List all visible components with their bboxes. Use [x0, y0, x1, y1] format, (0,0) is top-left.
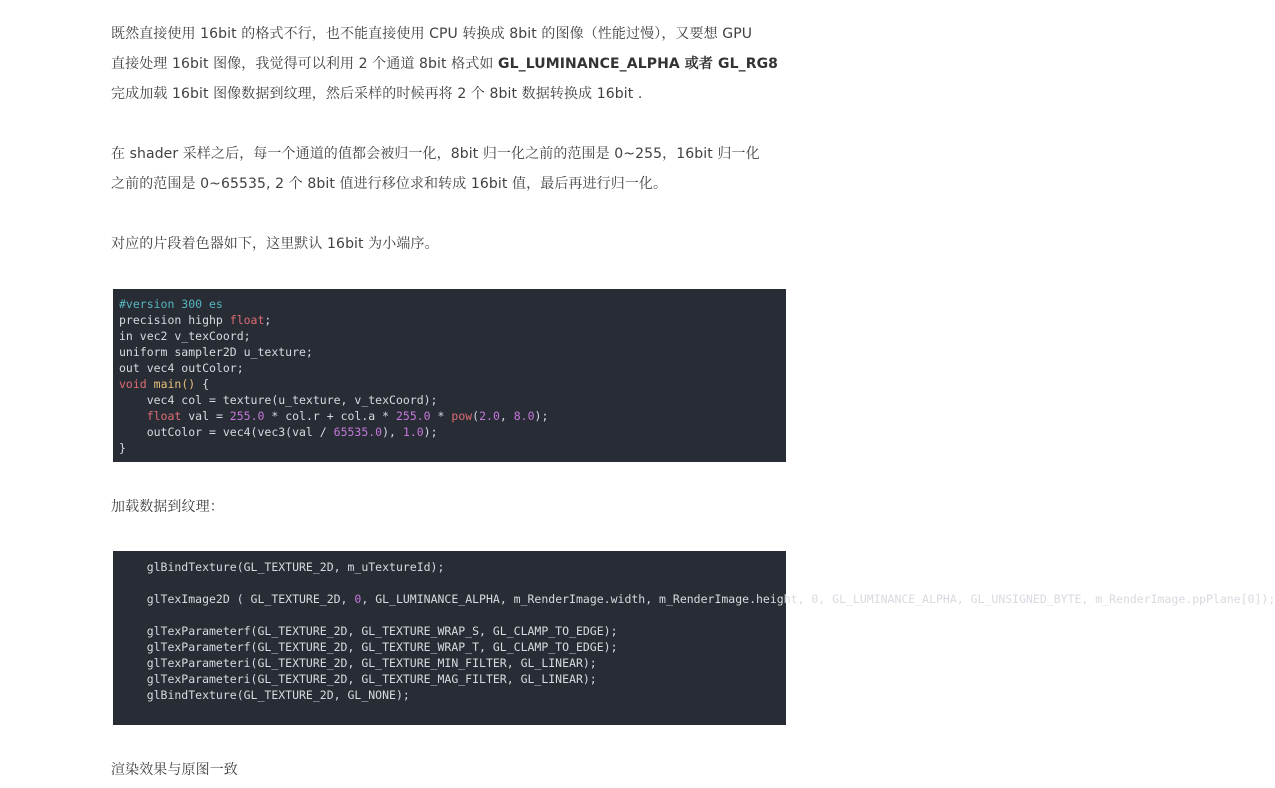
code-token: float — [229, 313, 265, 327]
code-line — [119, 376, 786, 392]
code-line — [119, 296, 786, 312]
code-line — [119, 607, 786, 623]
code-token: #version 300 es — [119, 297, 223, 311]
code-line: glTexParameteri(GL_TEXTURE_2D, GL_TEXTURE_MAG_FILTER, GL_LINEAR); — [119, 672, 597, 686]
code-token: float — [146, 409, 182, 423]
code-block-texture-loading[interactable] — [113, 551, 1275, 725]
paragraph-normalization — [111, 139, 788, 199]
code-token: precision highp — [119, 313, 230, 327]
code-token: 8.0 — [513, 409, 535, 423]
code-line: out vec4 outColor; — [119, 361, 244, 375]
code-line — [119, 424, 786, 440]
paragraph-line: 在 shader 采样之后，每一个通道的值都会被归一化，8bit 归一化之前的范围是 0~255，16bit 归一化 — [111, 146, 760, 162]
code-token: { — [195, 377, 210, 391]
code-token: ); — [534, 409, 549, 423]
code-token: ), — [382, 425, 403, 439]
code-token: outColor = vec4(vec3(val / — [119, 425, 334, 439]
code-token: main — [153, 377, 182, 391]
code-line: glTexParameteri(GL_TEXTURE_2D, GL_TEXTURE_MIN_FILTER, GL_LINEAR); — [119, 656, 597, 670]
code-line — [119, 312, 786, 328]
paragraph-load-texture: 加载数据到纹理： — [111, 499, 224, 515]
code-token: * — [430, 409, 452, 423]
code-block-fragment-shader[interactable] — [113, 289, 786, 462]
code-token: 2.0 — [479, 409, 500, 423]
paragraph-line: 之前的范围是 0~65535, 2 个 8bit 值进行移位求和转成 16bit 值，最后再进行归一化。 — [111, 176, 668, 192]
code-token: 0 — [354, 592, 362, 606]
code-line — [119, 575, 786, 591]
paragraph-shader-intro: 对应的片段着色器如下，这里默认 16bit 为小端序。 — [111, 236, 439, 252]
paragraph-intro — [111, 19, 788, 109]
code-token: 1.0 — [402, 425, 424, 439]
code-token: ); — [423, 425, 438, 439]
code-token: 65535.0 — [333, 425, 383, 439]
code-line: glTexParameterf(GL_TEXTURE_2D, GL_TEXTURE_WRAP_T, GL_CLAMP_TO_EDGE); — [119, 640, 618, 654]
code-token: glTexImage2D ( GL_TEXTURE_2D, — [119, 592, 355, 606]
code-token — [119, 409, 147, 423]
code-line: uniform sampler2D u_texture; — [119, 345, 313, 359]
code-line: vec4 col = texture(u_texture, v_texCoord); — [119, 393, 438, 407]
code-token: , — [499, 409, 514, 423]
paragraph-line: 完成加载 16bit 图像数据到纹理，然后采样的时候再将 2 个 8bit 数据转换成 16bit . — [111, 86, 643, 102]
code-line: glBindTexture(GL_TEXTURE_2D, GL_NONE); — [119, 688, 410, 702]
bold-format-names: GL_LUMINANCE_ALPHA 或者 GL_RG8 — [498, 56, 779, 72]
code-token: 255.0 — [229, 409, 265, 423]
code-token: pow — [451, 409, 473, 423]
code-line: in vec2 v_texCoord; — [119, 329, 251, 343]
code-token: void — [119, 377, 147, 391]
code-line: glTexParameterf(GL_TEXTURE_2D, GL_TEXTURE_WRAP_S, GL_CLAMP_TO_EDGE); — [119, 624, 618, 638]
paragraph-line: 既然直接使用 16bit 的格式不行，也不能直接使用 CPU 转换成 8bit 的图像（性能过慢），又要想 GPU — [111, 26, 753, 42]
code-token: ( — [472, 409, 480, 423]
code-line — [119, 591, 1275, 607]
text-span: 直接处理 16bit 图像，我觉得可以利用 2 个通道 8bit 格式如 — [111, 56, 499, 72]
code-line — [119, 408, 786, 424]
code-token: val = — [181, 409, 230, 423]
paragraph-line — [111, 49, 788, 79]
code-token: ; — [264, 313, 272, 327]
code-line: } — [119, 441, 126, 455]
code-token: * col.r + col.a * — [264, 409, 396, 423]
code-token: , GL_LUMINANCE_ALPHA, m_RenderImage.width, m_RenderImage.height, 0, GL_LUMINANCE_ALPHA, GL_UNSIGNED_BYTE, m_RenderImage.ppPlane[0]); — [361, 592, 1275, 606]
code-token: 255.0 — [395, 409, 431, 423]
paragraph-result: 渲染效果与原图一致 — [111, 762, 238, 778]
code-token — [147, 377, 154, 391]
code-token: () — [181, 377, 196, 391]
code-line: glBindTexture(GL_TEXTURE_2D, m_uTextureId); — [119, 560, 445, 574]
